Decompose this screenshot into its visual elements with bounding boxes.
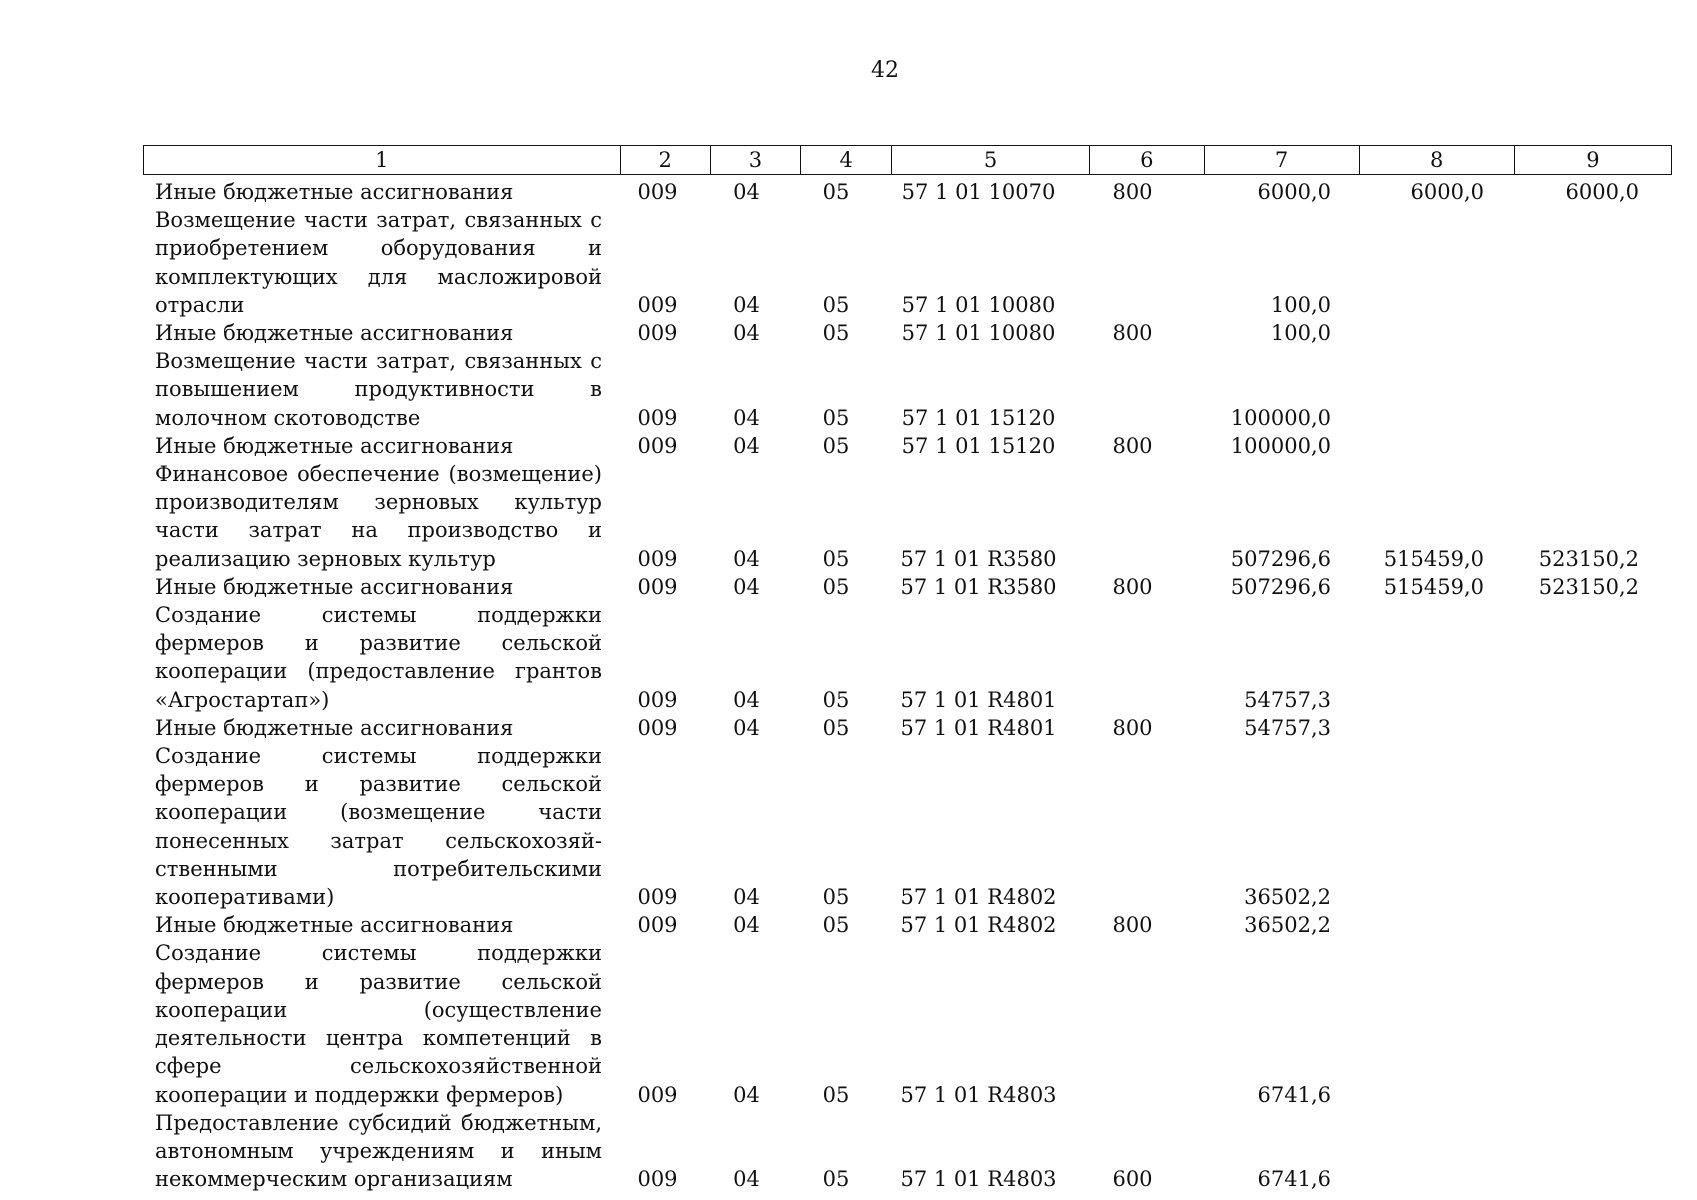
section-code: 04 (733, 180, 760, 204)
target-article-code: 57 1 01 R4803 (900, 1167, 1057, 1192)
target-article-code: 57 1 01 15120 (901, 405, 1056, 430)
table-row (143, 601, 1672, 714)
column-number-header (143, 145, 1672, 175)
section-code: 04 (733, 546, 760, 571)
header-col-3: 3 (710, 146, 800, 175)
table-row (143, 1109, 1672, 1194)
header-col-5: 5 (892, 146, 1090, 175)
table-row (143, 742, 1672, 911)
amount-col-7: 54757,3 (1244, 687, 1331, 712)
amount-col-8: 515459,0 (1383, 546, 1484, 571)
header-row (144, 146, 1672, 175)
header-col-9: 9 (1514, 146, 1671, 175)
ministry-code: 009 (637, 574, 678, 599)
ministry-code: 009 (637, 687, 678, 712)
item-name: Создание системы поддержки фермеров и развитие сельской кооперации (осуществление деятельности центра компетенций в сфере сельскохозяйственной кооперации и поддержки фермеров) (155, 941, 602, 1107)
section-code: 04 (733, 574, 760, 599)
expense-type-code: 800 (1112, 715, 1153, 740)
section-code: 04 (733, 687, 760, 712)
table-row (143, 432, 1672, 460)
subsection-code: 05 (822, 574, 850, 599)
expense-type-code: 800 (1112, 321, 1153, 346)
subsection-code: 05 (822, 321, 850, 346)
item-name: Создание системы поддержки фермеров и развитие сельской кооперации (предоставление грантов «Агростартап») (155, 603, 602, 712)
header-col-4: 4 (801, 146, 892, 175)
subsection-code: 05 (822, 715, 850, 740)
amount-col-7: 100000,0 (1230, 433, 1331, 458)
subsection-code: 05 (822, 180, 850, 204)
target-article-code: 57 1 01 15120 (901, 433, 1056, 458)
item-name: Иные бюджетные ассигнования (155, 574, 514, 599)
section-code: 04 (733, 433, 760, 458)
target-article-code: 57 1 01 R4803 (900, 1082, 1057, 1107)
amount-col-7: 100,0 (1270, 292, 1331, 317)
amount-col-7: 54757,3 (1244, 715, 1331, 740)
table-row (143, 319, 1672, 347)
subsection-code: 05 (822, 1082, 850, 1107)
amount-col-7: 6741,6 (1257, 1167, 1331, 1192)
subsection-code: 05 (822, 913, 850, 938)
table-row (143, 460, 1672, 573)
header-col-1: 1 (144, 146, 621, 175)
item-name: Иные бюджетные ассигнования (155, 715, 514, 740)
target-article-code: 57 1 01 10080 (901, 292, 1056, 317)
expense-type-code: 800 (1112, 913, 1153, 938)
table-row (143, 714, 1672, 742)
ministry-code: 009 (637, 405, 678, 430)
section-code: 04 (733, 405, 760, 430)
table-row (143, 573, 1672, 601)
item-name: Возмещение части затрат, связанных с повышением продуктивности в молочном скотоводстве (155, 349, 602, 430)
table-row (143, 178, 1672, 206)
subsection-code: 05 (822, 687, 850, 712)
target-article-code: 57 1 01 R3580 (900, 574, 1057, 599)
expense-type-code: 600 (1112, 1167, 1153, 1192)
table-row (143, 206, 1672, 319)
amount-col-9: 6000,0 (1565, 180, 1639, 204)
ministry-code: 009 (637, 180, 678, 204)
target-article-code: 57 1 01 R3580 (900, 546, 1057, 571)
expense-type-code: 800 (1112, 574, 1153, 599)
target-article-code: 57 1 01 R4802 (900, 913, 1057, 938)
expense-type-code: 800 (1112, 433, 1153, 458)
section-code: 04 (733, 292, 760, 317)
ministry-code: 009 (637, 1082, 678, 1107)
subsection-code: 05 (822, 433, 850, 458)
amount-col-7: 6000,0 (1257, 180, 1331, 204)
section-code: 04 (733, 885, 760, 910)
amount-col-8: 6000,0 (1410, 180, 1484, 204)
amount-col-7: 100000,0 (1230, 405, 1331, 430)
amount-col-7: 507296,6 (1230, 546, 1331, 571)
section-code: 04 (733, 1082, 760, 1107)
ministry-code: 009 (637, 715, 678, 740)
budget-table-body (143, 178, 1672, 1193)
item-name: Иные бюджетные ассигнования (155, 180, 514, 204)
subsection-code: 05 (822, 546, 850, 571)
table-row (143, 939, 1672, 1108)
table-row (143, 347, 1672, 432)
ministry-code: 009 (637, 433, 678, 458)
subsection-code: 05 (822, 292, 850, 317)
amount-col-7: 100,0 (1270, 321, 1331, 346)
subsection-code: 05 (822, 885, 850, 910)
header-col-2: 2 (620, 146, 710, 175)
ministry-code: 009 (637, 321, 678, 346)
section-code: 04 (733, 321, 760, 346)
item-name: Предоставление субсидий бюджетным, автономным учреждениям и иным некоммерческим организациям (155, 1110, 602, 1192)
header-col-6: 6 (1089, 146, 1204, 175)
amount-col-7: 507296,6 (1230, 574, 1331, 599)
target-article-code: 57 1 01 10070 (901, 180, 1056, 204)
target-article-code: 57 1 01 R4802 (900, 885, 1057, 910)
item-name: Создание системы поддержки фермеров и развитие сельской кооперации (возмещение части понесенных затрат сельскохозяйственными потребительскими кооперативами) (155, 744, 602, 910)
header-col-7: 7 (1204, 146, 1359, 175)
table-row (143, 911, 1672, 939)
item-name: Иные бюджетные ассигнования (155, 433, 514, 458)
target-article-code: 57 1 01 10080 (901, 321, 1056, 346)
ministry-code: 009 (637, 1167, 678, 1192)
item-name: Иные бюджетные ассигнования (155, 913, 514, 938)
amount-col-7: 36502,2 (1244, 913, 1331, 938)
target-article-code: 57 1 01 R4801 (900, 715, 1057, 740)
target-article-code: 57 1 01 R4801 (900, 687, 1057, 712)
section-code: 04 (733, 1167, 760, 1192)
amount-col-9: 523150,2 (1538, 546, 1639, 571)
amount-col-9: 523150,2 (1538, 574, 1639, 599)
ministry-code: 009 (637, 913, 678, 938)
subsection-code: 05 (822, 1167, 850, 1192)
page-number: 42 (871, 58, 899, 83)
expense-type-code: 800 (1112, 180, 1153, 204)
ministry-code: 009 (637, 546, 678, 571)
amount-col-8: 515459,0 (1383, 574, 1484, 599)
amount-col-7: 6741,6 (1257, 1082, 1331, 1107)
ministry-code: 009 (637, 885, 678, 910)
ministry-code: 009 (637, 292, 678, 317)
amount-col-7: 36502,2 (1244, 885, 1331, 910)
item-name: Иные бюджетные ассигнования (155, 321, 514, 346)
item-name: Финансовое обеспечение (возмещение) производителям зерновых культур части затрат на производство и реализацию зерновых культур (155, 462, 602, 571)
section-code: 04 (733, 913, 760, 938)
subsection-code: 05 (822, 405, 850, 430)
header-col-8: 8 (1359, 146, 1514, 175)
item-name: Возмещение части затрат, связанных с приобретением оборудования и комплектующих для масложировой отрасли (155, 208, 602, 317)
section-code: 04 (733, 715, 760, 740)
